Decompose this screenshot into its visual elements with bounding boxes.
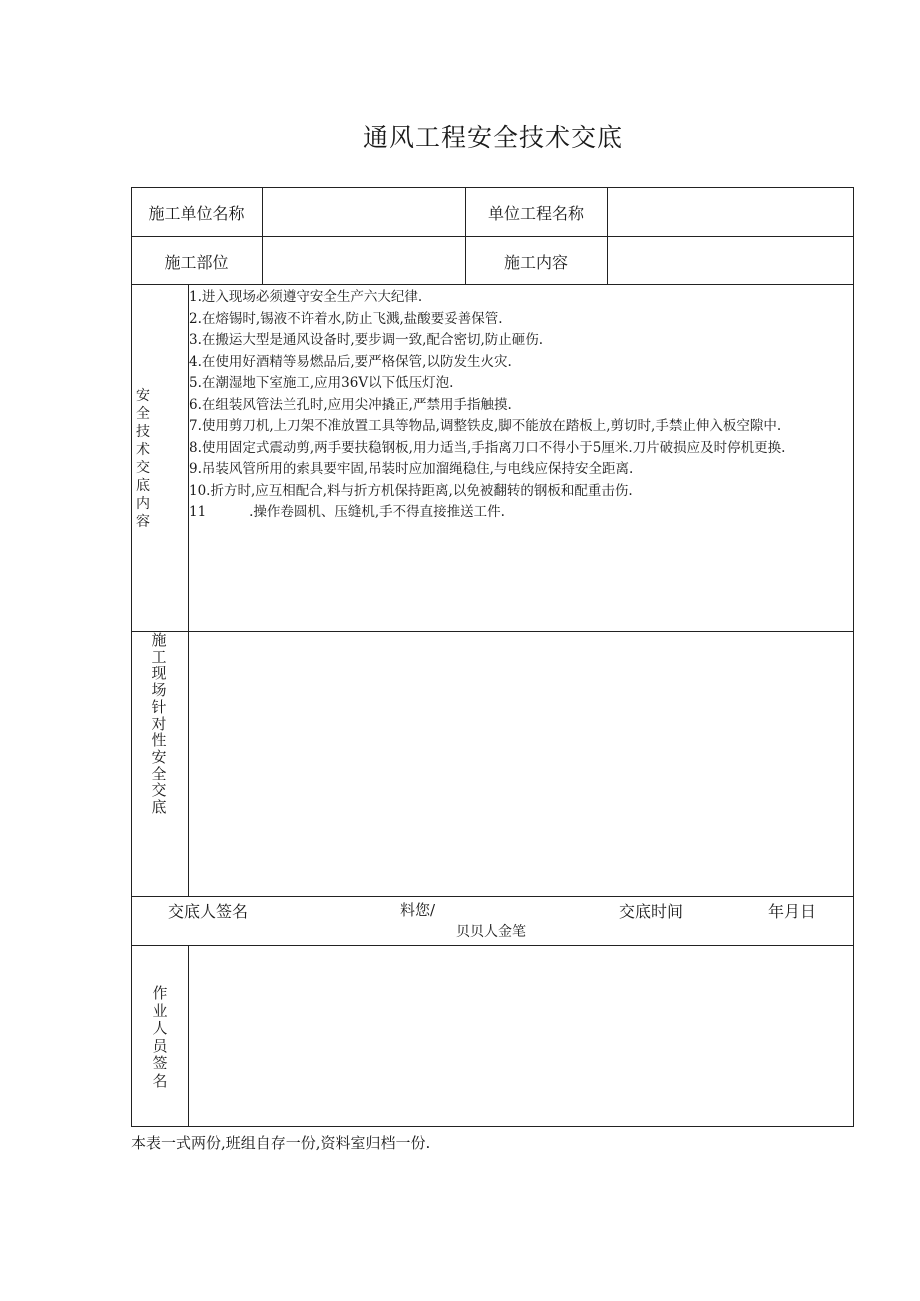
safety-item: 7.使用剪刀机,上刀架不准放置工具等物品,调整铁皮,脚不能放在踏板上,剪切时,手禁止伸入板空隙中.	[189, 418, 782, 434]
unit-name-label: 施工单位名称	[148, 204, 245, 223]
safety-item: 11 .操作卷圆机、压缝机,手不得直接推送工件.	[189, 504, 505, 520]
row-divider	[131, 236, 854, 237]
site-section-label: 施工现场针对性安全交底	[151, 631, 167, 817]
safety-item: 9.吊装风管所用的索具要牢固,吊装时应加溜绳稳住,与电线应保持安全距离.	[189, 461, 634, 477]
signer-label: 交底人签名	[168, 902, 249, 921]
signature-mark-top: 料您/	[400, 901, 436, 919]
safety-item: 6.在组装风管法兰孔时,应用尖冲撬正,严禁用手指触摸.	[189, 396, 512, 413]
safety-item: 4.在使用好酒精等易燃品后,要严格保管,以防发生火灾.	[189, 353, 512, 370]
row-divider	[131, 896, 854, 897]
safety-item: 1.进入现场必须遵守安全生产六大纪律.	[189, 289, 423, 305]
date-label: 年月日	[768, 902, 817, 921]
signature-mark-bottom: 贝贝人金笔	[456, 924, 526, 940]
site-section-content[interactable]	[189, 632, 853, 896]
safety-item: 2.在熔锡时,锡液不许着水,防止飞溅,盐酸要妥善保管.	[189, 310, 503, 327]
location-label: 施工部位	[164, 253, 229, 272]
safety-items-list	[189, 287, 853, 524]
worker-section-label: 作业人员签名	[152, 984, 168, 1090]
safety-item: 10.折方时,应互相配合,料与折方机保持距离,以免被翻转的钢板和配重击伤.	[189, 482, 633, 499]
project-name-label: 单位工程名称	[487, 204, 584, 223]
worker-signature-area[interactable]	[189, 946, 853, 1126]
safety-section-label: 安全技术交底内容	[136, 388, 150, 530]
signer-signature	[400, 899, 526, 941]
row-divider	[131, 284, 854, 285]
column-divider	[262, 187, 263, 284]
content-label: 施工内容	[503, 253, 568, 272]
safety-item: 8.使用固定式震动剪,两手要扶稳钢板,用力适当,手指离刀口不得小于5厘米.刀片破损应及时停机更换.	[189, 439, 786, 456]
column-divider	[607, 187, 608, 284]
safety-item: 5.在潮湿地下室施工,应用36V以下低压灯泡.	[189, 375, 454, 391]
footnote: 本表一式两份,班组自存一份,资料室归档一份.	[131, 1134, 431, 1152]
time-label: 交底时间	[619, 902, 684, 921]
safety-item: 3.在搬运大型是通风设备时,要步调一致,配合密切,防止砸伤.	[189, 332, 544, 348]
page-title: 通风工程安全技术交底	[362, 123, 623, 152]
